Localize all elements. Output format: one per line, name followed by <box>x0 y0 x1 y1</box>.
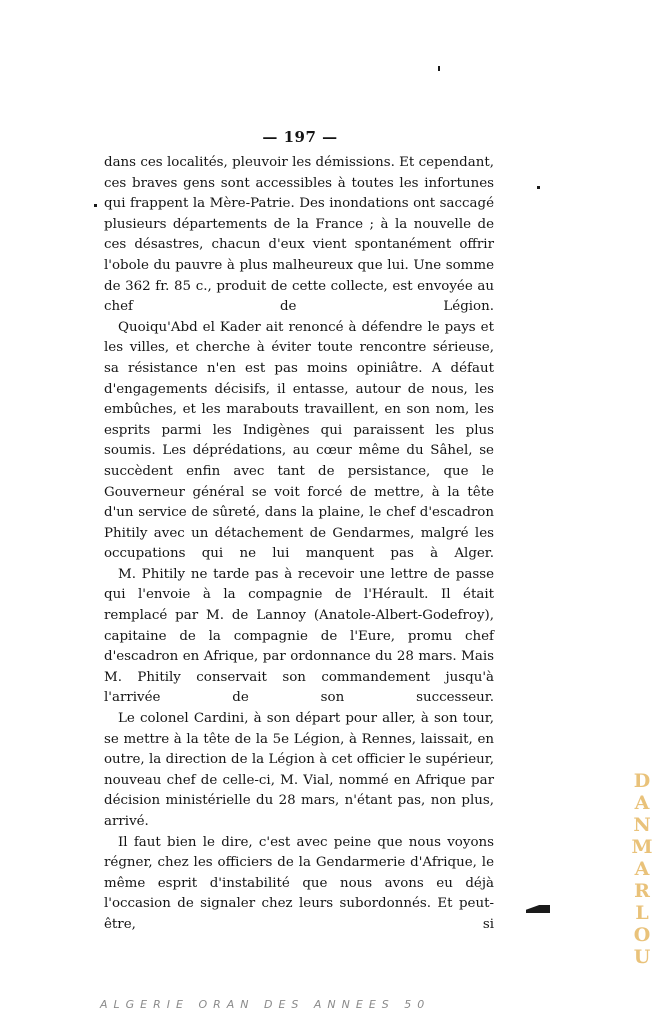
paragraph-4: Le colonel Cardini, à son départ pour aller, à son tour, se mettre à la tête de la 5e Légion, à Rennes, laissait, en outre, la direction de la Légion à cet officier le supérieur, nouveau chef de celle-ci, M. Vial, nommé en Afrique par décision ministérielle du 28 mars, n'étant pas, non plus, arrivé. <box>104 711 494 829</box>
ink-smudge-bottom-right <box>526 905 550 913</box>
stray-ink-mark-left <box>94 204 97 207</box>
stray-ink-mark-top <box>438 66 440 71</box>
body-text <box>104 153 494 936</box>
paragraph-3: M. Phitily ne tarde pas à recevoir une lettre de passe qui l'envoie à la compagnie de l'Hérault. Il était remplacé par M. de Lannoy (Anatole-Albert-Godefroy), capitaine de la compagnie de l'Eure, promu chef d'escadron en Afrique, par ordonnance du 28 mars. Mais M. Phitily conservait son commandement jusqu'à l'arrivée de son successeur. <box>104 566 494 706</box>
stray-ink-mark-right <box>537 186 540 189</box>
paragraph-5: Il faut bien le dire, c'est avec peine que nous voyons régner, chez les officiers de la Gendarmerie d'Afrique, le même esprit d'instabilité que nous avons eu déjà l'occasion de signaler chez leurs subordonnés. Et peut-être, si <box>104 834 494 932</box>
page-number: — 197 — <box>262 128 338 146</box>
watermark-vertical: DANMARLOU <box>631 770 653 968</box>
watermark-footer: ALGERIE ORAN DES ANNEES 50 <box>100 998 431 1011</box>
paragraph-1: dans ces localités, pleuvoir les démissions. Et cependant, ces braves gens sont accessibles à toutes les infortunes qui frappent la Mère-Patrie. Des inondations ont saccagé plusieurs départements de la France ; à la nouvelle de ces désastres, chacun d'eux vient spontanément offrir l'obole du pauvre à plus malheureux que lui. Une somme de 362 fr. 85 c., produit de cette collecte, est envoyée au chef de Légion. <box>104 155 494 315</box>
paragraph-2: Quoiqu'Abd el Kader ait renoncé à défendre le pays et les villes, et cherche à éviter toute rencontre sérieuse, sa résistance n'en est pas moins opiniâtre. A défaut d'engagements décisifs, il entasse, autour de nous, les embûches, et les marabouts travaillent, en son nom, les esprits parmi les Indigènes qui paraissent les plus soumis. Les déprédations, au cœur même du Sâhel, se succèdent enfin avec tant de persistance, que le Gouverneur général se voit forcé de mettre, à la tête d'un service de sûreté, dans la plaine, le chef d'escadron Phitily avec un détachement de Gendarmes, malgré les occupations qui ne lui manquent pas à Alger. <box>104 319 494 562</box>
